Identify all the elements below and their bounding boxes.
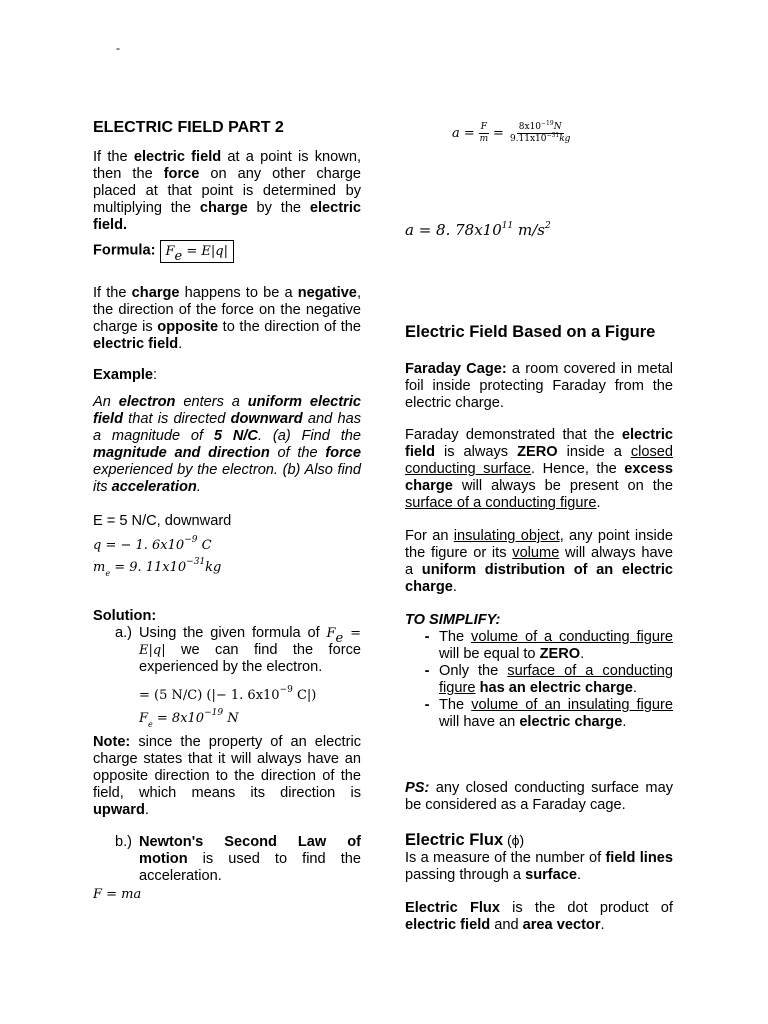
example-label: Example: [93, 367, 158, 383]
list-item: - The volume of a conducting figure will be equal to ZERO. [424, 629, 673, 662]
list-item: - The volume of an insulating figure will have an electric charge. [424, 697, 673, 730]
part-a-marker: a.) [115, 625, 133, 641]
given-mass: $m_e = 9$. $11x10^{-31}kg$ [93, 557, 222, 578]
acceleration-fraction: a = $\frac{F}{m}$ = $\frac{8x10^{-19}N}{9.11x10^{-31}kg}$ [452, 120, 571, 144]
acceleration-result: a = 8. $78x10^{11}$ $m/s^2$ [405, 221, 551, 239]
solution-label: Solution: [93, 608, 157, 624]
intro-paragraph: If the electric field at a point is known, then the force on any other charge placed at that point is determined by multiplying the charge by the electric field. [93, 149, 361, 233]
fraction-f-over-m: $\frac{F}{m}$ [479, 122, 489, 144]
page-title: ELECTRIC FIELD PART 2 [93, 119, 284, 136]
flux-dot-product-paragraph: Electric Flux is the dot product of electric field and area vector. [405, 900, 673, 933]
calc-force-result: $F_e = 8x10^{-19}$ N [139, 708, 239, 729]
newton-formula: F = ma [93, 887, 142, 902]
fraction-values: $\frac{8x10^{-19}N}{9.11x10^{-31}kg}$ [509, 120, 571, 144]
simplify-label: TO SIMPLIFY: [405, 612, 501, 628]
calc-force-substitution: = (5 N/C) (|− 1. $6x10^{-9}$ C|) [139, 685, 317, 703]
section-heading-electric-flux: Electric Flux (ϕ) [405, 831, 525, 849]
faraday-demo-paragraph: Faraday demonstrated that the electric field is always ZERO inside a closed conducting surface. Hence, the excess charge will always be present on the surface of a conducting figure. [405, 427, 673, 511]
part-b-text: Newton's Second Law of motion is used to find the acceleration. [139, 834, 361, 884]
part-b-marker: b.) [115, 834, 133, 850]
list-item: - Only the surface of a conducting figure has an electric charge. [424, 663, 673, 696]
negative-charge-paragraph: If the charge happens to be a negative, the direction of the force on the negative charge is opposite to the direction of the electric field. [93, 285, 361, 352]
given-field: E = 5 N/C, downward [93, 513, 232, 529]
given-charge: q = − 1. $6x10^{-9}$ C [93, 535, 212, 553]
stray-mark: - [116, 41, 120, 55]
simplify-list [415, 629, 673, 731]
solution-part-b [115, 834, 361, 885]
faraday-cage-paragraph: Faraday Cage: a room covered in metal foil inside protecting Faraday from the electric charge. [405, 361, 673, 411]
solution-part-a [115, 625, 361, 676]
example-paragraph: An electron enters a uniform electric field that is directed downward and has a magnitude of 5 N/C. (a) Find the magnitude and direction of the force experienced by the electron. (b) Also find its acceleration. [93, 394, 362, 495]
formula-line: Formula: $F_e = E|q|$ [93, 240, 361, 263]
flux-definition-paragraph: Is a measure of the number of field lines passing through a surface. [405, 850, 673, 883]
formula-box: $F_e = E|q|$ [160, 240, 234, 263]
section-heading-field-figure: Electric Field Based on a Figure [405, 323, 656, 341]
part-a-text: Using the given formula of $F_e = E|q|$ we can find the force experienced by the electron. [139, 625, 362, 675]
insulating-paragraph: For an insulating object, any point inside the figure or its volume will always have a uniform distribution of an electric charge. [405, 528, 673, 595]
note-paragraph: Note: since the property of an electric charge states that it will always have an opposite direction to the direction of the field, which means its direction is upward. [93, 734, 361, 818]
ps-paragraph: PS: any closed conducting surface may be considered as a Faraday cage. [405, 780, 673, 813]
